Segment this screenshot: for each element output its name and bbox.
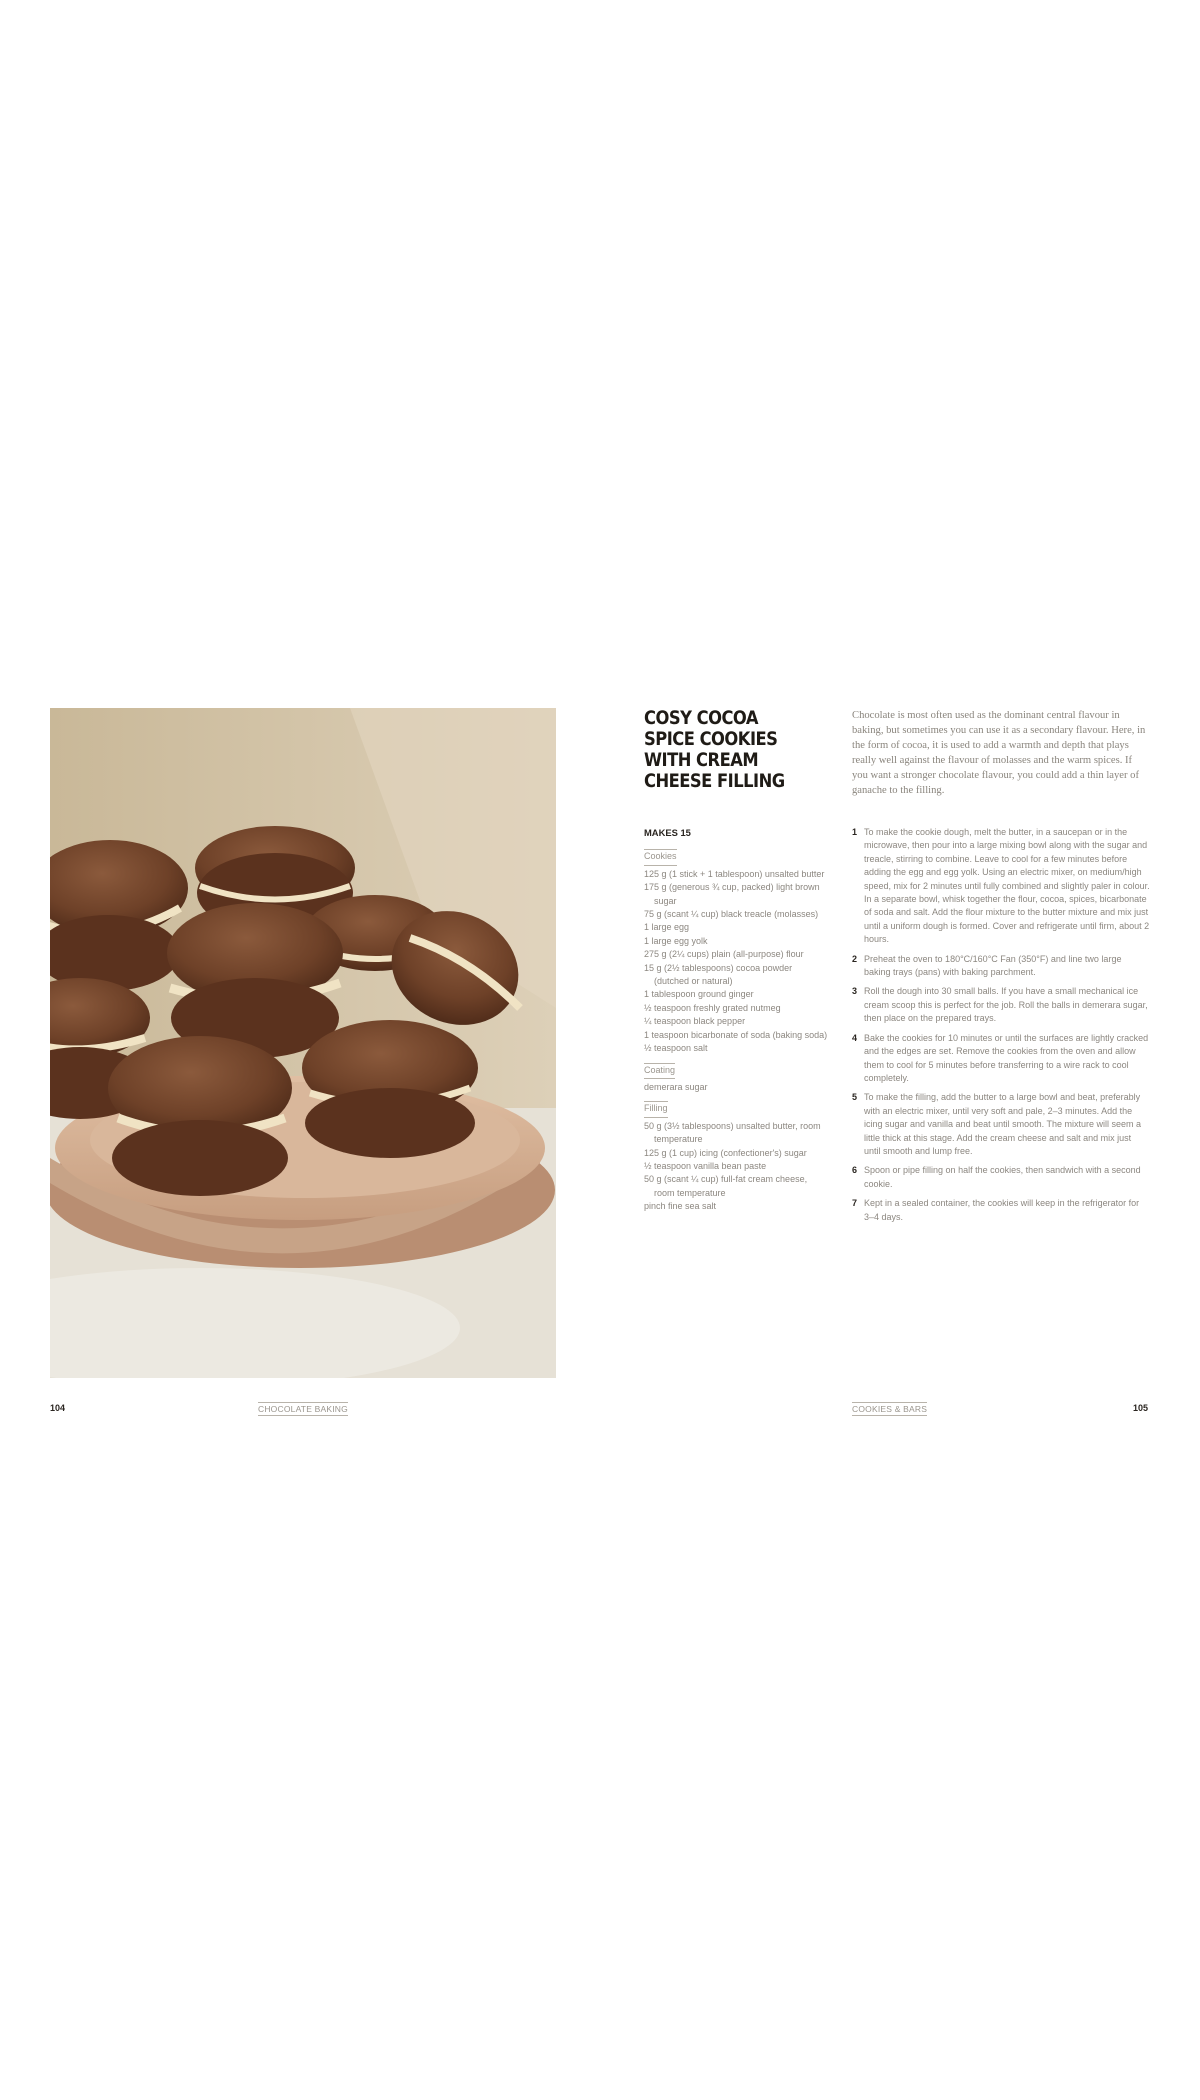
running-head-left: CHOCOLATE BAKING <box>258 1404 348 1414</box>
yield-label: MAKES 15 <box>644 827 691 838</box>
method-step <box>852 1091 1150 1158</box>
step-number: 4 <box>852 1032 858 1043</box>
step-text: Kept in a sealed container, the cookies will keep in the refrigerator for 3–4 days. <box>864 1198 1140 1222</box>
ingredient-item: 125 g (1 cup) icing (confectioner's) sugar <box>644 1147 807 1158</box>
method-step <box>852 985 1150 1025</box>
step-number: 1 <box>852 827 858 837</box>
ingredient-item: ½ teaspoon salt <box>644 1043 708 1054</box>
ingredient-item: pinch fine sea salt <box>644 1201 717 1212</box>
ingredient-item: demerara sugar <box>644 1081 708 1092</box>
ingredient-item: 15 g (2½ tablespoons) cocoa powder (dutched or natural) <box>644 962 793 987</box>
ingredient-item: 1 large egg <box>644 922 690 933</box>
ingredient-item: 75 g (scant ¼ cup) black treacle (molasses) <box>644 909 819 920</box>
step-number: 6 <box>852 1165 858 1176</box>
ingredient-group-heading: Filling <box>644 1101 668 1117</box>
step-number: 5 <box>852 1092 858 1103</box>
page-number-right: 105 <box>1133 1403 1149 1413</box>
ingredient-group <box>644 1099 829 1213</box>
step-number: 3 <box>852 986 858 997</box>
method-steps <box>852 826 1150 1230</box>
page-number-left: 104 <box>50 1403 66 1413</box>
step-text: To make the cookie dough, melt the butter, in a saucepan or in the microwave, then pour into a large mixing bowl along with the sugar and treacle, stirring to combine. Leave to cool for a few minutes before adding the egg and egg yolk. Using an electric mixer, on medium/high speed, mix for 2 minutes until fully combined and slightly paler in colour. In a separate bowl, whisk together the flour, cocoa, spices, bicarbonate of soda and salt. Add the flour mixture to the butter mixture and mix just until a uniform dough is formed. Cover and refrigerate until firm, about 2 hours. <box>864 827 1150 945</box>
method-step <box>852 1197 1150 1224</box>
ingredient-group-heading: Cookies <box>644 849 677 865</box>
step-text: Bake the cookies for 10 minutes or until the surfaces are lightly cracked and the edges are set. Remove the cookies from the oven and allow them to cool for 5 minutes before transferring to a wire rack to cool completely. <box>864 1032 1149 1083</box>
ingredient-group-heading: Coating <box>644 1063 675 1079</box>
cookie-photo <box>50 708 556 1378</box>
ingredient-item: 1 teaspoon bicarbonate of soda (baking soda) <box>644 1029 828 1040</box>
ingredient-item: ½ teaspoon vanilla bean paste <box>644 1160 767 1171</box>
ingredient-item: 50 g (scant ¼ cup) full-fat cream cheese, room temperature <box>644 1174 808 1198</box>
ingredient-group <box>644 1061 829 1095</box>
step-text: Roll the dough into 30 small balls. If you have a small mechanical ice cream scoop this is perfect for the job. Roll the balls in demerara sugar, then place on the prepared trays. <box>864 986 1148 1024</box>
step-number: 2 <box>852 953 858 964</box>
ingredient-item: ¼ teaspoon black pepper <box>644 1016 746 1027</box>
method-step <box>852 953 1150 980</box>
step-number: 7 <box>852 1198 858 1209</box>
step-text: Preheat the oven to 180°C/160°C Fan (350°F) and line two large baking trays (pans) with baking parchment. <box>864 953 1122 978</box>
ingredient-item: 275 g (2¼ cups) plain (all-purpose) flour <box>644 949 804 960</box>
method-step <box>852 1164 1150 1191</box>
step-text: To make the filling, add the butter to a large bowl and beat, preferably with an electric mixer, until very soft and pale, 2–3 minutes. Add the icing sugar and vanilla and beat until smooth. The mixture will seem a little thick at this stage. Add the cream cheese and salt and mix just until smooth and lump free. <box>864 1092 1141 1156</box>
ingredient-groups <box>644 847 829 1213</box>
ingredient-group <box>644 847 829 1055</box>
step-text: Spoon or pipe filling on half the cookies, then sandwich with a second cookie. <box>864 1165 1141 1189</box>
recipe-title: COSY COCOA SPICE COOKIES WITH CREAM CHEESE FILLING <box>644 707 785 792</box>
running-head-right: COOKIES & BARS <box>852 1404 928 1414</box>
ingredients-column <box>644 826 829 1219</box>
ingredient-item: 1 tablespoon ground ginger <box>644 989 754 1000</box>
ingredient-item: 175 g (generous ¾ cup, packed) light brown sugar <box>644 882 820 906</box>
ingredient-item: 1 large egg yolk <box>644 935 708 946</box>
recipe-intro: Chocolate is most often used as the dominant central flavour in baking, but sometimes you can use it as a secondary flavour. Here, in the form of cocoa, it is used to add a warmth and depth that plays really well against the flavour of molasses and the warm spices. If you want a stronger chocolate flavour, you could add a thin layer of ganache to the filling. <box>852 710 1146 796</box>
method-step <box>852 1032 1150 1086</box>
ingredient-item: 125 g (1 stick + 1 tablespoon) unsalted butter <box>644 868 825 879</box>
ingredient-item: ½ teaspoon freshly grated nutmeg <box>644 1002 781 1013</box>
method-step <box>852 826 1150 947</box>
ingredient-item: 50 g (3½ tablespoons) unsalted butter, room temperature <box>644 1120 821 1145</box>
